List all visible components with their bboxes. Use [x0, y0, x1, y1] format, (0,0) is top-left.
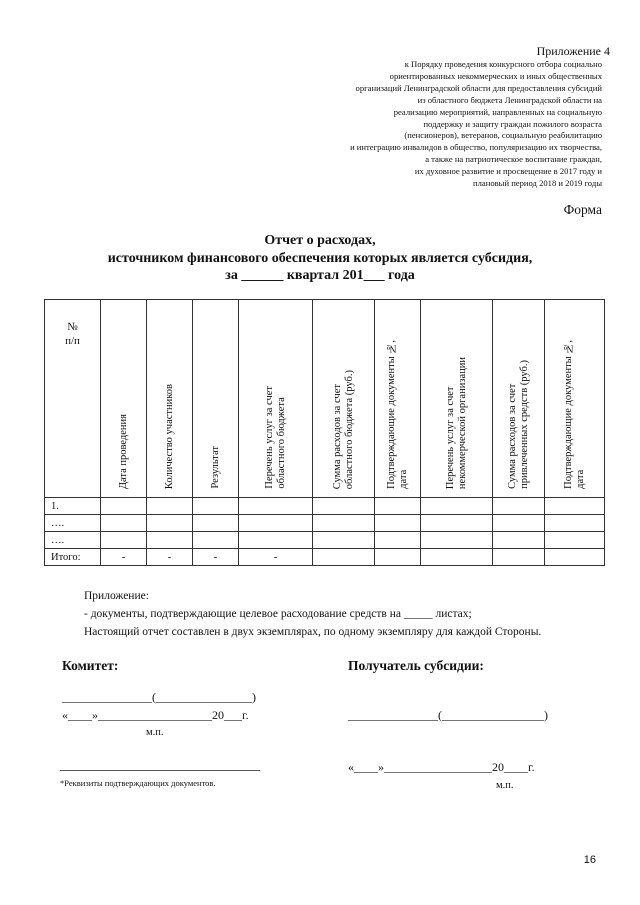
appendix-line: из областного бюджета Ленинградской области на: [417, 94, 602, 105]
total-cell: -: [101, 549, 147, 566]
header-regional-services-label: Перечень услуг за счет: [263, 386, 275, 489]
header-regional-amount-label: Сумма расходов за счет: [331, 383, 343, 489]
total-cell: [313, 549, 375, 566]
table-cell: [375, 498, 421, 515]
table-cell: [239, 498, 313, 515]
attachment-documents-line: - документы, подтверждающие целевое расходование средств на _____ листах;: [84, 608, 472, 620]
header-number-label: п/п: [65, 335, 80, 347]
appendix-description: [282, 59, 602, 190]
table-header-row: [45, 300, 605, 498]
footnote-separator: [60, 770, 260, 771]
appendix-line: организаций Ленинградской области для предоставления субсидий: [355, 82, 602, 93]
table-cell: [545, 532, 605, 549]
total-cell: -: [147, 549, 193, 566]
header-nko-services-label: некоммерческой организации: [456, 356, 468, 489]
header-cell-attracted-amount: [493, 300, 545, 498]
total-cell: -: [193, 549, 239, 566]
form-label: Форма: [563, 202, 602, 217]
header-cell-participants: [147, 300, 193, 498]
table-cell: [545, 515, 605, 532]
table-cell: [147, 498, 193, 515]
header-cell-number: [45, 300, 101, 498]
header-attracted-docs-label: Подтверждающие документы №,: [562, 340, 574, 489]
recipient-name-line: _______________(_________________): [348, 708, 548, 722]
table-cell: [493, 498, 545, 515]
appendix-line: плановый период 2018 и 2019 годы: [473, 178, 602, 189]
header-cell-attracted-docs: [545, 300, 605, 498]
header-attracted-amount-label: привлеченных средств (руб.): [518, 360, 530, 489]
appendix-line: ориентированных некоммерческих и иных общественных: [389, 70, 602, 81]
table-cell: [147, 532, 193, 549]
table-cell: [493, 532, 545, 549]
appendix-line: (пенсионеров), ветеранов, социальную реабилитацию: [404, 130, 602, 141]
table-cell: [545, 498, 605, 515]
table-cell: [193, 515, 239, 532]
footnote: *Реквизиты подтверждающих документов.: [60, 778, 216, 788]
table-cell: [313, 515, 375, 532]
total-cell: [545, 549, 605, 566]
header-regional-amount-label: областного бюджета (руб.): [343, 369, 355, 489]
report-title-period: за ______ квартал 201___ года: [225, 268, 415, 283]
table-cell: [239, 515, 313, 532]
table-cell: [375, 515, 421, 532]
table-row: [45, 498, 605, 515]
recipient-date-line: «____»__________________20____г.: [348, 760, 535, 774]
table-cell: [493, 515, 545, 532]
header-cell-regional-amount: [313, 300, 375, 498]
table-cell: [421, 498, 493, 515]
table-cell: [239, 532, 313, 549]
total-cell: [493, 549, 545, 566]
total-cell: -: [239, 549, 313, 566]
header-regional-docs-label: дата: [397, 469, 409, 489]
total-label: Итого:: [45, 549, 101, 566]
appendix-line: а также на патриотическое воспитание граждан,: [425, 154, 602, 165]
table-cell: ….: [45, 532, 101, 549]
header-cell-nko-services: [421, 300, 493, 498]
header-attracted-amount-label: Сумма расходов за счет: [506, 383, 518, 489]
table-cell: ….: [45, 515, 101, 532]
table-cell: [101, 532, 147, 549]
table-cell: [193, 498, 239, 515]
table-row: [45, 532, 605, 549]
header-result-label: Результат: [209, 446, 221, 489]
table-total-row: [45, 549, 605, 566]
header-number-sign: №: [67, 321, 78, 333]
header-date-label: Дата проведения: [117, 413, 129, 489]
table-cell: [101, 515, 147, 532]
header-cell-result: [193, 300, 239, 498]
total-cell: [421, 549, 493, 566]
table-cell: [101, 498, 147, 515]
report-title-line-2: источником финансового обеспечения которых является субсидия,: [107, 251, 533, 266]
committee-date-line: «____»___________________20___г.: [62, 708, 249, 722]
recipient-seal-place: м.п.: [496, 780, 514, 791]
header-attracted-docs-label: дата: [574, 469, 586, 489]
header-regional-services-label: областного бюджета: [275, 397, 287, 489]
appendix-line: их духовное развитие и просвещение в 2017 году и: [414, 166, 602, 177]
committee-label: Комитет:: [62, 658, 119, 673]
expense-report-table: [44, 299, 605, 566]
recipient-label: Получатель субсидии:: [348, 658, 484, 673]
copies-statement: Настоящий отчет составлен в двух экземплярах, по одному экземпляру для каждой Стороны.: [84, 626, 542, 638]
appendix-line: к Порядку проведения конкурсного отбора социально: [404, 59, 602, 69]
appendix-title: Приложение 4: [536, 44, 610, 58]
header-regional-docs-label: Подтверждающие документы №,: [385, 340, 397, 489]
committee-name-line: _______________(________________): [62, 690, 256, 704]
table-row: [45, 515, 605, 532]
attachment-heading: Приложение:: [84, 590, 149, 602]
table-cell: [375, 532, 421, 549]
table-cell: [421, 515, 493, 532]
table-cell: [421, 532, 493, 549]
total-cell: [375, 549, 421, 566]
table-cell: [313, 532, 375, 549]
report-title-line-1: Отчет о расходах,: [264, 233, 376, 248]
table-cell: 1.: [45, 498, 101, 515]
header-cell-regional-docs: [375, 300, 421, 498]
header-nko-services-label: Перечень услуг за счет: [444, 386, 456, 489]
appendix-line: реализацию мероприятий, направленных на социальную: [393, 106, 602, 117]
committee-seal-place: м.п.: [146, 727, 164, 738]
header-cell-date: [101, 300, 147, 498]
page-number: 16: [583, 854, 596, 866]
table-cell: [193, 532, 239, 549]
header-participants-label: Количество участников: [163, 383, 175, 489]
header-cell-regional-services: [239, 300, 313, 498]
appendix-line: и интеграцию инвалидов в общество, популяризацию их творчества,: [350, 142, 602, 153]
table-cell: [313, 498, 375, 515]
table-cell: [147, 515, 193, 532]
appendix-line: поддержку и защиту граждан пожилого возраста: [423, 118, 602, 129]
